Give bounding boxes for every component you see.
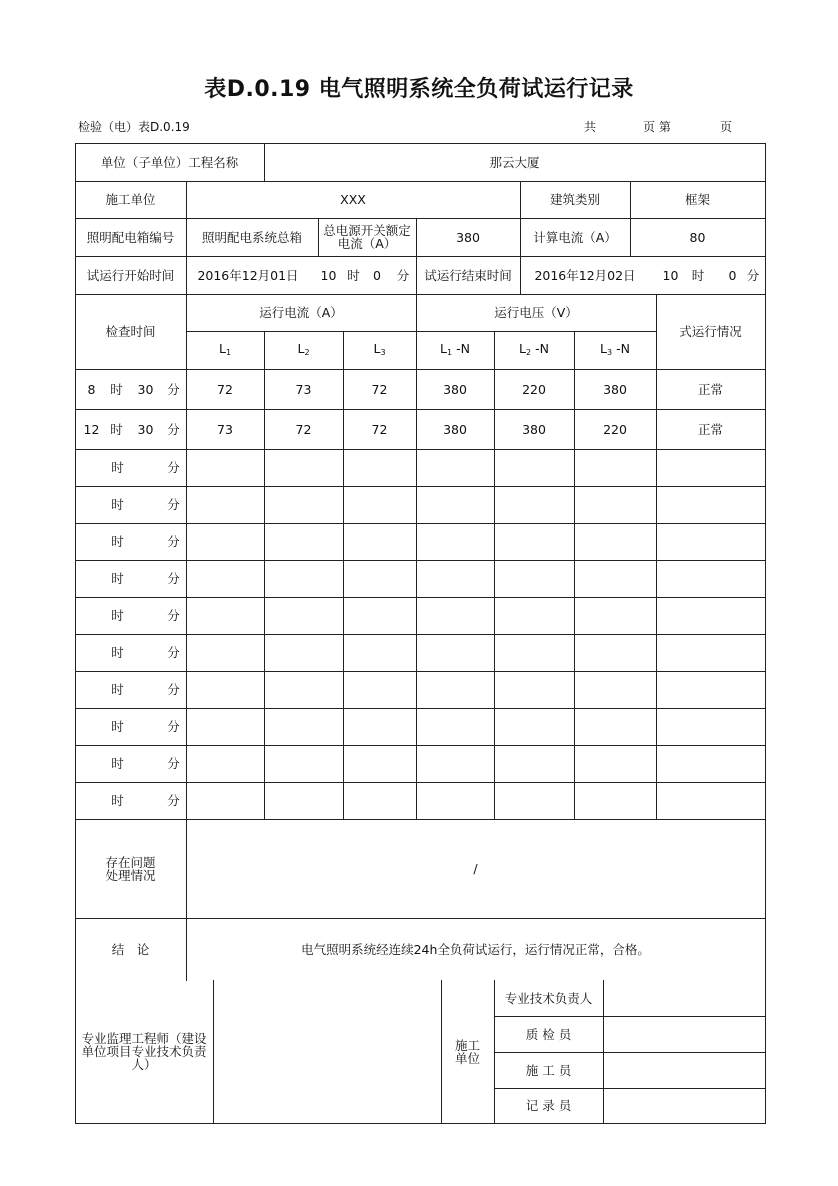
reading-cell: 72	[371, 421, 388, 437]
row-status: 正常	[697, 381, 723, 397]
row-minute-unit: 分	[167, 571, 180, 586]
issues-label: 存在问题处理情况	[105, 854, 156, 883]
conclusion-value: 电气照明系统经连续24h全负荷试运行，运行情况正常，合格。	[301, 941, 650, 957]
reading-cell: 220	[522, 381, 546, 397]
reading-cell: 380	[603, 381, 627, 397]
check-time-header: 检查时间	[105, 324, 156, 339]
project-label: 单位（子单位）工程名称	[100, 154, 239, 170]
end-label: 试运行结束时间	[424, 267, 512, 283]
phase-label: $L_2$ -N	[519, 340, 549, 357]
rated-current-value: 380	[456, 229, 480, 245]
row-hour-unit: 时	[110, 381, 123, 397]
supervisor-label: 专业监理工程师（建设单位项目专业技术负责人）	[81, 1031, 207, 1072]
end-hour-unit: 时	[691, 267, 705, 283]
end-minute-unit: 分	[746, 267, 760, 283]
end-hour: 10	[662, 267, 679, 283]
row-minute-unit: 分	[167, 381, 180, 397]
phase-label: $L_2$	[297, 340, 310, 357]
project-value: 那云大厦	[489, 154, 540, 170]
rated-current-label: 总电源开关额定电流（A）	[323, 223, 411, 251]
reading-cell: 72	[371, 381, 388, 397]
contractor-sign-label: 施工单位	[454, 1037, 480, 1066]
row-hour-unit: 时	[111, 534, 124, 549]
grid-line	[75, 1123, 766, 1124]
contractor-label: 施工单位	[105, 192, 156, 207]
row-hour-unit: 时	[111, 719, 124, 734]
phase-label: $L_1$	[218, 340, 232, 357]
phase-label: $L_3$	[373, 340, 386, 357]
row-minute-unit: 分	[167, 793, 180, 808]
building-type-value: 框架	[684, 192, 710, 207]
current-header: 运行电流（A）	[259, 305, 343, 320]
phase-label: $L_3$ -N	[600, 340, 630, 357]
signer-role: 记 录 员	[525, 1098, 572, 1113]
page-total-label: 共	[584, 120, 597, 134]
start-hour: 10	[320, 267, 337, 283]
end-minute: 0	[728, 267, 737, 283]
row-hour-unit: 时	[111, 756, 124, 771]
row-minute-unit: 分	[167, 497, 180, 512]
signer-role: 施 工 员	[525, 1062, 572, 1078]
phase-header	[574, 331, 656, 369]
start-date: 2016年12月01日	[197, 267, 299, 283]
row-hour-unit: 时	[111, 497, 124, 512]
row-hour-unit: 时	[111, 571, 124, 586]
building-type-label: 建筑类别	[549, 192, 600, 207]
form-code: 检验（电）表D.0.19	[78, 120, 190, 134]
grid-line	[213, 980, 214, 1124]
phase-header	[264, 331, 343, 369]
status-header: 式运行情况	[679, 324, 742, 339]
row-hour: 12	[83, 421, 100, 437]
row-hour-unit: 时	[110, 421, 123, 437]
start-minute: 0	[373, 267, 381, 283]
page-mid-label: 页 第	[643, 120, 671, 134]
phase-header	[416, 331, 494, 369]
page-title: 表D.0.19 电气照明系统全负荷试运行记录	[204, 77, 634, 102]
row-minute: 30	[137, 381, 154, 397]
reading-cell: 220	[603, 421, 627, 437]
row-minute-unit: 分	[167, 756, 180, 771]
row-minute-unit: 分	[167, 534, 180, 549]
row-hour-unit: 时	[111, 645, 124, 660]
reading-cell: 380	[522, 421, 546, 437]
phase-header	[186, 331, 264, 369]
row-minute-unit: 分	[167, 460, 180, 475]
row-hour-unit: 时	[111, 682, 124, 697]
row-minute-unit: 分	[167, 608, 180, 623]
row-hour-unit: 时	[111, 460, 124, 475]
reading-cell: 72	[217, 381, 233, 397]
voltage-header: 运行电压（V）	[494, 305, 578, 320]
row-minute-unit: 分	[167, 645, 180, 660]
row-hour: 8	[87, 381, 96, 397]
row-minute: 30	[137, 421, 154, 437]
reading-cell: 73	[217, 421, 233, 437]
reading-cell: 380	[443, 381, 467, 397]
page-end-label: 页	[720, 120, 733, 134]
calc-current-label: 计算电流（A）	[533, 229, 617, 245]
reading-cell: 72	[295, 421, 312, 437]
reading-cell: 73	[295, 381, 312, 397]
calc-current-value: 80	[689, 229, 706, 245]
row-minute-unit: 分	[167, 719, 180, 734]
row-hour-unit: 时	[111, 793, 124, 808]
reading-cell: 380	[443, 421, 467, 437]
panel-label: 照明配电箱编号	[86, 229, 175, 245]
signer-role: 专业技术负责人	[504, 990, 593, 1006]
panel-value: 照明配电系统总箱	[201, 229, 302, 245]
row-minute-unit: 分	[167, 682, 180, 697]
issues-value: /	[473, 861, 478, 876]
phase-header	[494, 331, 574, 369]
signer-role: 质 检 员	[525, 1026, 572, 1042]
row-hour-unit: 时	[111, 608, 124, 623]
start-hour-unit: 时	[347, 267, 360, 283]
phase-header	[343, 331, 416, 369]
start-minute-unit: 分	[396, 267, 410, 283]
row-status: 正常	[697, 421, 723, 437]
phase-label: $L_1$ -N	[440, 340, 470, 357]
end-date: 2016年12月02日	[534, 267, 636, 283]
conclusion-label: 结 论	[111, 941, 150, 957]
row-minute-unit: 分	[167, 421, 180, 437]
contractor-value: XXX	[340, 192, 366, 207]
start-label: 试运行开始时间	[86, 267, 175, 283]
